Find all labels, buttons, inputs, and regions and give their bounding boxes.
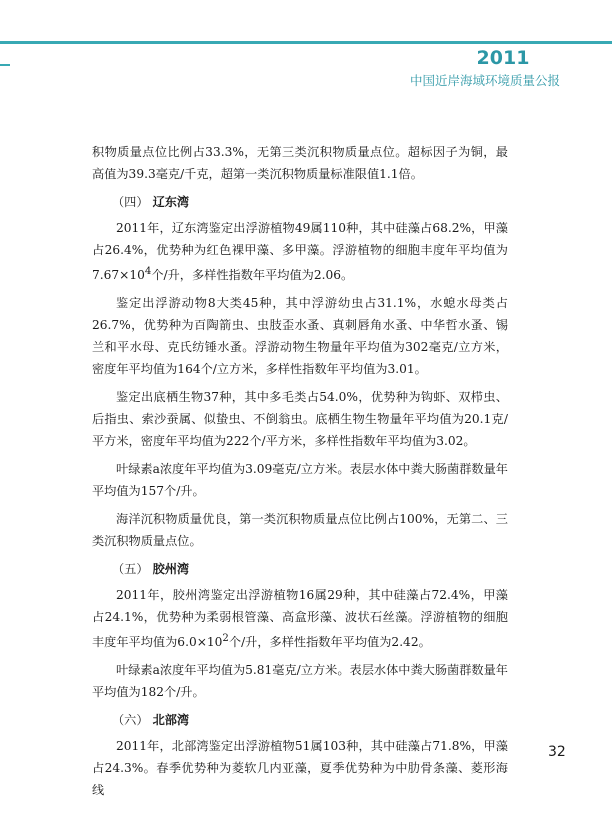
- text-run: 2011年，胶州湾鉴定出浮游植物16属29种，其中硅藻占72.4%，甲藻占24.1%，优势种为柔弱根管藻、高盒形藻、波状石丝藻。浮游植物的细胞丰度年平均值为6.0×10: [92, 588, 508, 650]
- section-heading-jiaozhou: [92, 558, 508, 580]
- section-title: 胶州湾: [152, 562, 190, 577]
- section-number: （六）: [112, 713, 149, 728]
- section-number: （四）: [112, 195, 149, 209]
- report-title: 中国近岸海域环境质量公报: [410, 73, 561, 88]
- section-number: （五）: [112, 562, 149, 577]
- report-year: 2011: [476, 47, 530, 69]
- paragraph: 2011年，北部湾鉴定出浮游植物51属103种，其中硅藻占71.8%，甲藻占24.3%。春季优势种为菱软几内亚藻，夏季优势种为中肋骨条藻、菱形海线: [92, 739, 508, 798]
- paragraph: 叶绿素a浓度年平均值为5.81毫克/立方米。表层水体中粪大肠菌群数量年平均值为182个/升。: [92, 663, 508, 700]
- superscript: 2: [222, 633, 229, 645]
- text-run: 个/升，多样性指数年平均值为2.06。: [151, 268, 354, 283]
- section-heading-liaodong: [92, 191, 508, 213]
- section-title: 北部湾: [152, 713, 190, 728]
- paragraph: 鉴定出底栖生物37种，其中多毛类占54.0%，优势种为钩虾、双栉虫、后指虫、索沙蚕属、似蛰虫、不倒翁虫。底栖生物生物量年平均值为20.1克/平方米，密度年平均值为222个/平方米，多样性指数年平均值为3.02。: [92, 390, 508, 449]
- text-run: 个/升，多样性指数年平均值为2.42。: [228, 635, 431, 650]
- page-number: 32: [548, 744, 566, 760]
- superscript: 4: [144, 266, 152, 277]
- paragraph: 鉴定出浮游动物8大类45种，其中浮游幼虫占31.1%，水螅水母类占26.7%，优势种为百陶箭虫、虫肢歪水蚤、真刺唇角水蚤、中华哲水蚤、锡兰和平水母、克氏纺锤水蚤。浮游动物生物量年平均值为302毫克/立方米，密度年平均值为164个/立方米，多样性指数年平均值为3.01。: [92, 296, 508, 377]
- section-title: 辽东湾: [152, 195, 190, 209]
- paragraph: 海洋沉积物质量优良，第一类沉积物质量点位比例占100%，无第二、三类沉积物质量点位。: [92, 512, 508, 549]
- paragraph-continued: 积物质量点位比例占33.3%，无第三类沉积物质量点位。超标因子为铜，最高值为39.3毫克/千克，超第一类沉积物质量标准限值1.1倍。: [92, 145, 508, 181]
- page-content: [92, 141, 508, 807]
- header-rule: [0, 41, 612, 44]
- section-heading-beibu: [92, 709, 508, 731]
- paragraph: [92, 217, 508, 286]
- paragraph: [92, 584, 508, 653]
- text-run: 2011年，辽东湾鉴定出浮游植物49属110种，其中硅藻占68.2%，甲藻占26.4%，优势种为红色裸甲藻、多甲藻。浮游植物的细胞丰度年平均值为7.67×10: [92, 221, 508, 283]
- paragraph: 叶绿素a浓度年平均值为3.09毫克/立方米。表层水体中粪大肠菌群数量年平均值为157个/升。: [92, 462, 508, 499]
- margin-mark: [0, 64, 10, 66]
